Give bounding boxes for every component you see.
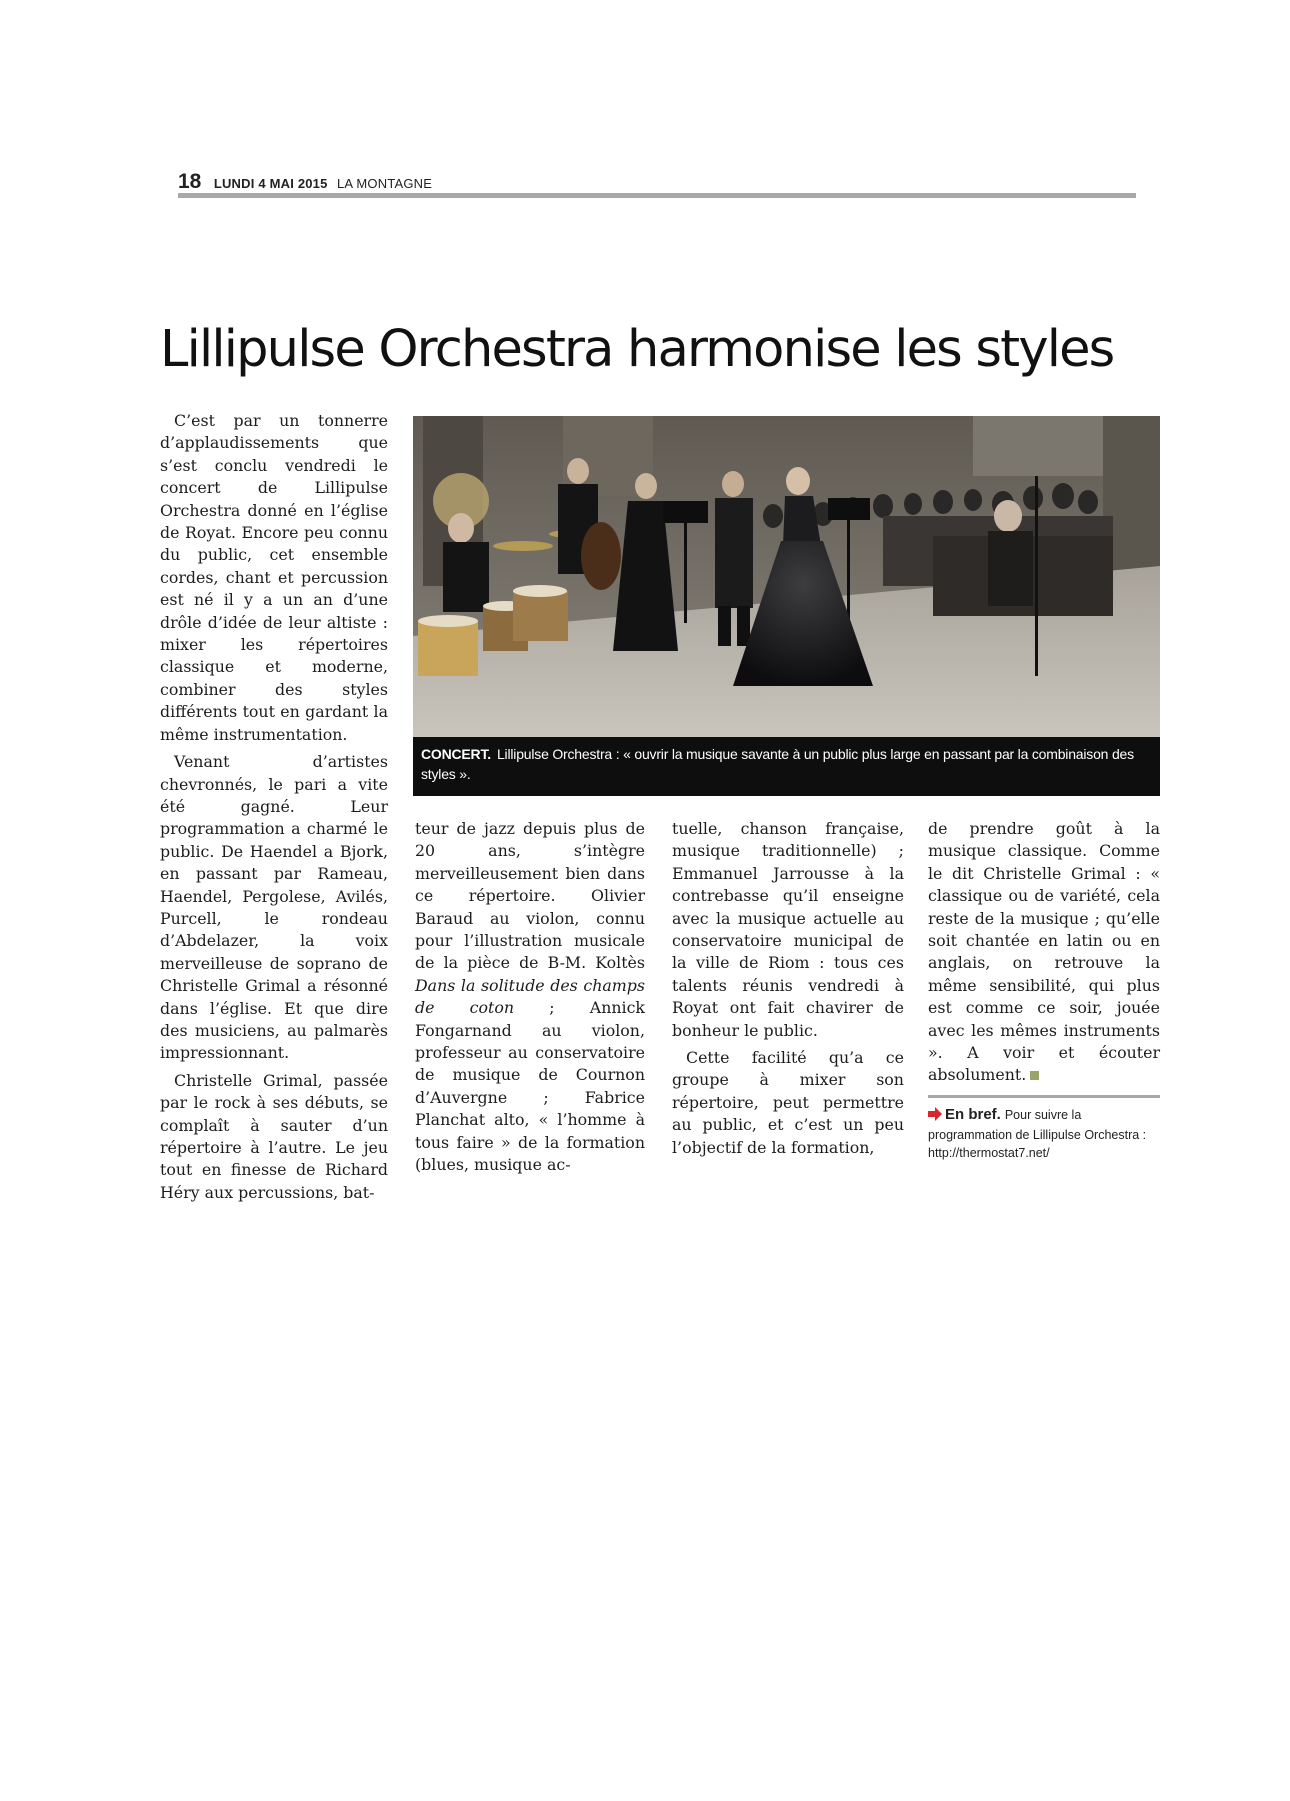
article-headline: Lillipulse Orchestra harmonise les styles — [160, 320, 1114, 379]
paragraph — [415, 818, 645, 1177]
article-column-4 — [928, 818, 1160, 1092]
photo-caption — [413, 737, 1160, 796]
caption-label: CONCERT. — [421, 746, 491, 762]
header-rule — [178, 193, 1136, 198]
paragraph — [928, 818, 1160, 1087]
brief-label: En bref. — [945, 1106, 1001, 1123]
concert-photo-illustration — [413, 416, 1160, 737]
article-column-2 — [415, 818, 645, 1182]
article-column-3 — [672, 818, 904, 1164]
text-run: ; Annick Fongarnand au violon, professeur au conservatoire de musique de Cournon d’Auvergne ; Fabrice Planchat alto, « l’homme à tous faire » de la formation (blues, musique ac- — [415, 998, 646, 1175]
text-run: teur de jazz depuis plus de 20 ans, s’intègre merveilleusement bien dans ce répertoire. Olivier Baraud au violon, connu pour l’illustration musicale de la pièce de B-M. Koltès — [415, 819, 645, 973]
caption-text: Lillipulse Orchestra : « ouvrir la musique savante à un public plus large en passant par la combinaison des styles ». — [421, 746, 1134, 782]
concert-photo — [413, 416, 1160, 737]
end-of-article-mark — [1030, 1071, 1039, 1080]
paragraph: C’est par un tonnerre d’applaudissements que s’est conclu vendredi le concert de Lillipulse Orchestra donné en l’église de Royat. Encore peu connu du public, cet ensemble cordes, chant et percussion est né il y a un an d’une drôle d’idée de leur altiste : mixer les répertoires classique et moderne, combiner des styles différents tout en gardant la même instrumentation. — [160, 411, 388, 744]
red-arrow-icon — [928, 1107, 942, 1126]
work-title: Dans la solitude des champs de coton — [415, 975, 645, 1018]
paragraph: Venant d’artistes chevronnés, le pari a vite été gagné. Leur programmation a charmé le public. De Haendel a Bjork, en passant par Rameau, Haendel, Pergolese, Avilés, Purcell, le rondeau d’Abdelazer, la voix merveilleuse de soprano de Christelle Grimal a résonné dans l’église. Et que dire des musiciens, au palmarès impressionnant. — [160, 752, 388, 1063]
paragraph: tuelle, chanson française, musique traditionnelle) ; Emmanuel Jarrousse à la contrebasse qu’il enseigne avec la musique actuelle au conservatoire municipal de la ville de Riom : tous ces talents réunis vendredi à Royat ont fait chavirer de bonheur le public. — [672, 819, 904, 1040]
issue-date: LUNDI 4 MAI 2015 — [213, 176, 328, 191]
text-run: de prendre goût à la musique classique. Comme le dit Christelle Grimal : « classique ou de variété, cela reste de la musique ; qu’elle soit chantée en latin ou en anglais, on retrouve la même sensibilité, qui plus est comme ce soir, jouée avec les mêmes instruments ». A voir et écouter absolument. — [928, 819, 1160, 1085]
brief-text: Pour suivre la programmation de Lillipulse Orchestra : http://thermostat7.net/ — [928, 1108, 1147, 1160]
page-number: 18 — [178, 170, 202, 193]
paragraph: Christelle Grimal, passée par le rock à ses débuts, se complaît à sauter d’un répertoire à l’autre. Le jeu tout en finesse de Richard Héry aux percussions, bat- — [160, 1070, 388, 1202]
newspaper-name: LA MONTAGNE — [337, 176, 433, 191]
brief-rule — [928, 1095, 1160, 1098]
page-folio — [178, 170, 1136, 194]
article-column-1 — [160, 410, 388, 1209]
paragraph: Cette facilité qu’a ce groupe à mixer son répertoire, peut permettre au public, et c’est un peu l’objectif de la formation, — [672, 1048, 904, 1157]
brief-box — [928, 1106, 1160, 1162]
